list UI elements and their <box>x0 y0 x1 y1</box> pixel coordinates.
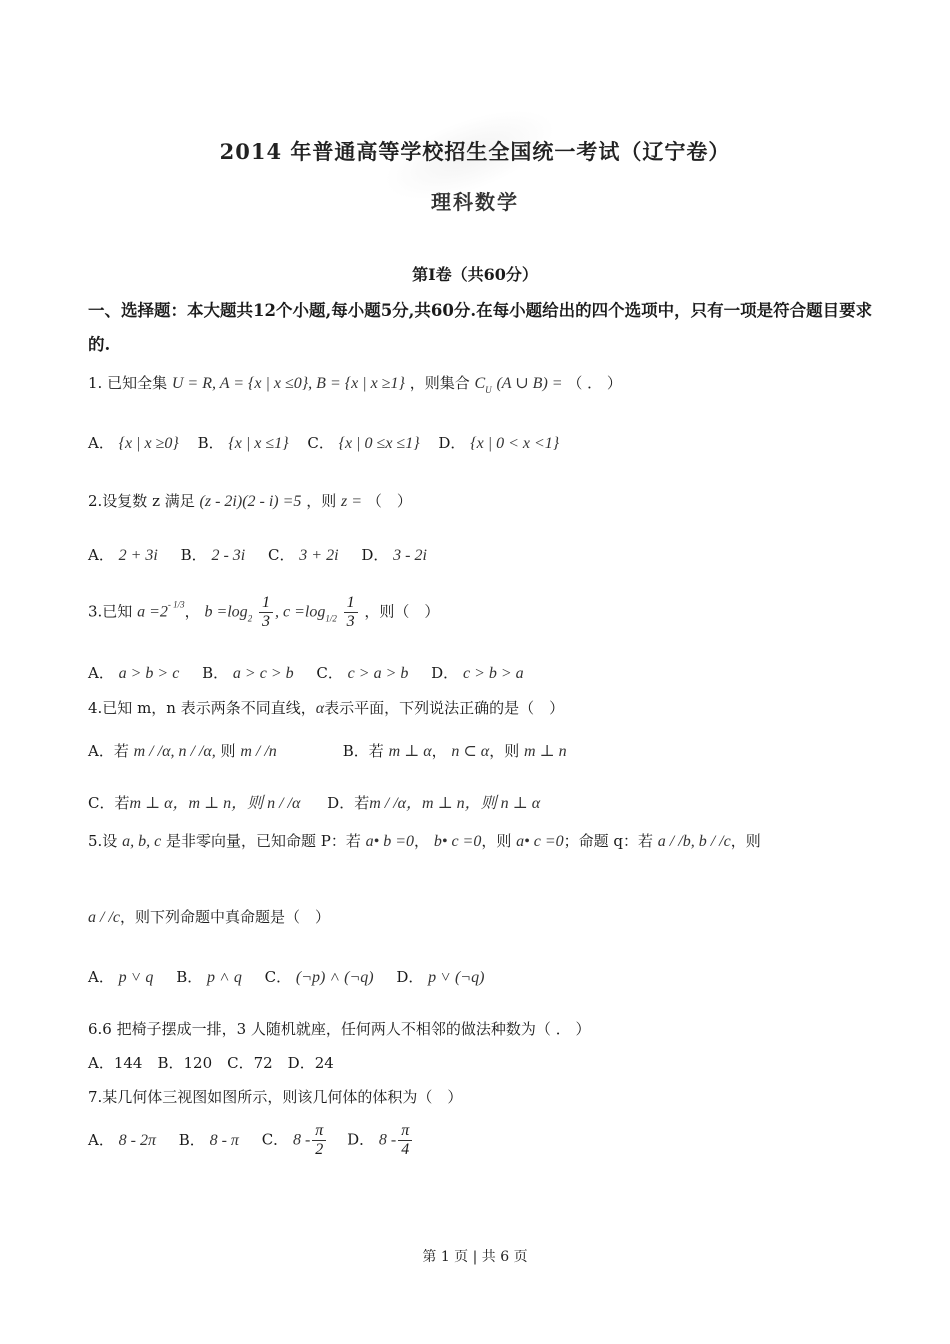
page-footer: 第 1 页 | 共 6 页 <box>422 1249 528 1265</box>
option-b: B．若 m ⊥ α， n ⊂ α，则 m ⊥ n <box>342 742 567 760</box>
option-a: A． 8 - 2π <box>88 1130 156 1149</box>
option-a: A．若 m / /α, n / /α, 则 m / /n <box>88 742 277 760</box>
fraction-one-third: $\frac{1}{3}$ <box>259 594 273 631</box>
page-title: 2014 年普通高等学校招生全国统一考试（辽宁卷） <box>219 139 731 164</box>
question-5-stem-cont: a / /c，则下列命题中真命题是（ ） <box>88 908 331 926</box>
question-1-options <box>88 432 878 453</box>
section-intro: 一、选择题：本大题共12个小题,每小题5分,共60分.在每小题给出的四个选项中，只有一项是符合题目要求的. <box>88 301 873 354</box>
question-6-options: A．144 B．120 C．72 D．24 <box>88 1054 334 1072</box>
option-b: B． a > c > b <box>202 664 294 682</box>
option-d: D． 3 - 2i <box>361 546 427 564</box>
option-d: D． {x | 0 < x <1} <box>438 434 560 452</box>
question-3-options <box>88 662 878 683</box>
question-4-options-cd <box>88 790 878 813</box>
fraction-pi-over-2: $\frac{\pi}{2}$ <box>312 1122 326 1159</box>
option-c: C． (¬p) ˄ (¬q) <box>264 968 374 986</box>
option-b: B． p ˄ q <box>176 968 242 986</box>
question-4-options-ab <box>88 740 878 761</box>
question-7-stem: 7.某几何体三视图如图所示，则该几何体的体积为（ ） <box>88 1088 463 1106</box>
option-d: D． 8 - $\frac{\pi}{4}$ <box>347 1122 414 1159</box>
question-4-stem: 4.已知 m，n 表示两条不同直线，α表示平面，下列说法正确的是（ ） <box>88 699 565 717</box>
option-c: C．若m ⊥ α，m ⊥ n，则 n / /α <box>88 794 301 812</box>
option-a: A． p ˅ q <box>88 968 154 986</box>
question-7-options <box>88 1122 878 1159</box>
option-d: D．若m / /α，m ⊥ n，则 n ⊥ α <box>327 794 541 812</box>
option-b: B． {x | x ≤1} <box>197 434 289 452</box>
option-a: A． a > b > c <box>88 664 180 682</box>
option-b: B． 2 - 3i <box>180 546 246 564</box>
question-5-options <box>88 966 878 987</box>
page-subtitle: 理科数学 <box>431 190 519 214</box>
question-2-options <box>88 544 878 565</box>
option-a: A． {x | x ≥0} <box>88 434 179 452</box>
fraction-pi-over-4: $\frac{\pi}{4}$ <box>398 1122 412 1159</box>
question-3-stem: 3.已知 $a =2^{- 1/3}$， $b =\log_2$ $\frac{1}{3}$ , $c =\log_{1/2}$ $\frac{1}{3}$ ，则（ ） <box>88 594 440 630</box>
option-c: C． {x | 0 ≤x ≤1} <box>307 434 420 452</box>
question-2-stem: 2.设复数 z 满足 (z - 2i)(2 - i) =5 ，则 z = （ ） <box>88 492 412 510</box>
fraction-one-third: $\frac{1}{3}$ <box>344 594 358 631</box>
option-d: D． p ˅ (¬q) <box>396 968 485 986</box>
option-c: C． 3 + 2i <box>268 546 339 564</box>
option-c: C． 8 - $\frac{\pi}{2}$ <box>262 1122 343 1159</box>
question-1-stem: 1. 已知全集 U = R, A = {x | x ≤0}, B = {x | x ≥1} ，则集合 $C_U$ (A ∪ B) = （ ． ） <box>88 374 622 395</box>
option-b: B． 8 - π <box>178 1130 239 1149</box>
option-d: D． c > b > a <box>431 664 524 682</box>
part-title: 第Ⅰ卷（共60分） <box>412 265 538 284</box>
question-5-stem: 5.设 a, b, c 是非零向量，已知命题 P：若 a• b =0， b• c =0，则 a• c =0；命题 q：若 a / /b, b / /c，则 <box>88 832 761 850</box>
option-c: C． c > a > b <box>316 664 409 682</box>
option-a: A． 2 + 3i <box>88 546 158 564</box>
question-6-stem: 6.6 把椅子摆成一排，3 人随机就座，任何两人不相邻的做法种数为（ ． ） <box>88 1020 591 1038</box>
